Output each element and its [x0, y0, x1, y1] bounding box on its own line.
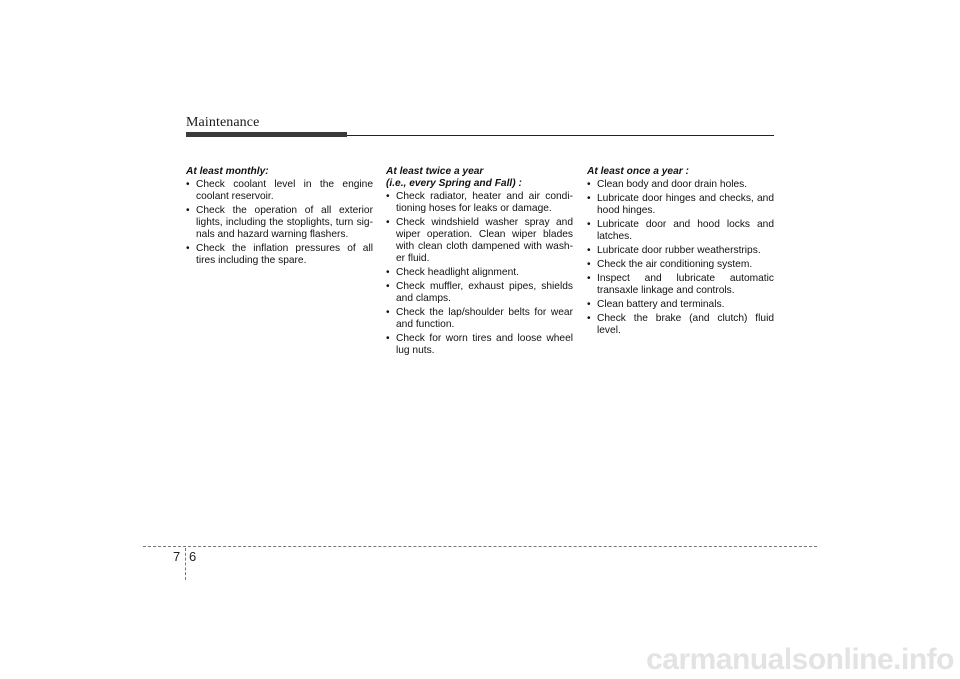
footer-dashed-rule [143, 546, 817, 547]
section-title: Maintenance [186, 115, 260, 130]
heading-line: At least monthly: [186, 166, 269, 177]
list-item: • Check radiator, heater and air condi-tioning hoses for leaks or damage. [386, 191, 573, 215]
list-item: • Check coolant level in the engine coolant reservoir. [186, 179, 373, 203]
chapter-number: 7 [173, 549, 181, 564]
list-item: • Check the air conditioning system. [587, 259, 774, 271]
heading-line: At least twice a year [386, 166, 484, 177]
header-accent-bar [186, 132, 347, 137]
column-heading [587, 166, 774, 178]
page-number: 6 [189, 549, 197, 564]
list-item: • Clean battery and terminals. [587, 299, 774, 311]
list-item: • Check for worn tires and loose wheel lug nuts. [386, 333, 573, 357]
list-item: • Check muffler, exhaust pipes, shields and clamps. [386, 281, 573, 305]
checklist [587, 179, 774, 337]
list-item: • Lubricate door rubber weatherstrips. [587, 245, 774, 257]
checklist [186, 179, 373, 267]
list-item: • Check windshield washer spray and wiper operation. Clean wiper blades with clean cloth dampened with wash-er fluid. [386, 217, 573, 265]
list-item: • Inspect and lubricate automatic transaxle linkage and controls. [587, 273, 774, 297]
checklist [386, 191, 573, 357]
list-item: • Check the operation of all exterior lights, including the stoplights, turn sig-nals and hazard warning flashers. [186, 205, 373, 241]
list-item: • Check the lap/shoulder belts for wear and function. [386, 307, 573, 331]
list-item: • Check the inflation pressures of all tires including the spare. [186, 243, 373, 267]
list-item: • Lubricate door and hood locks and latches. [587, 219, 774, 243]
list-item: • Check headlight alignment. [386, 267, 573, 279]
watermark-link[interactable]: carmanualsonline.info [646, 643, 954, 676]
heading-line: At least once a year : [587, 166, 689, 177]
column-once-a-year [587, 166, 774, 339]
heading-line: (i.e., every Spring and Fall) : [386, 178, 522, 189]
list-item: • Lubricate door hinges and checks, and hood hinges. [587, 193, 774, 217]
list-item: • Clean body and door drain holes. [587, 179, 774, 191]
column-heading [186, 166, 373, 178]
footer-dashed-divider [185, 548, 186, 580]
column-monthly [186, 166, 373, 269]
column-twice-a-year [386, 166, 573, 359]
list-item: • Check the brake (and clutch) fluid level. [587, 313, 774, 337]
column-heading [386, 166, 573, 190]
